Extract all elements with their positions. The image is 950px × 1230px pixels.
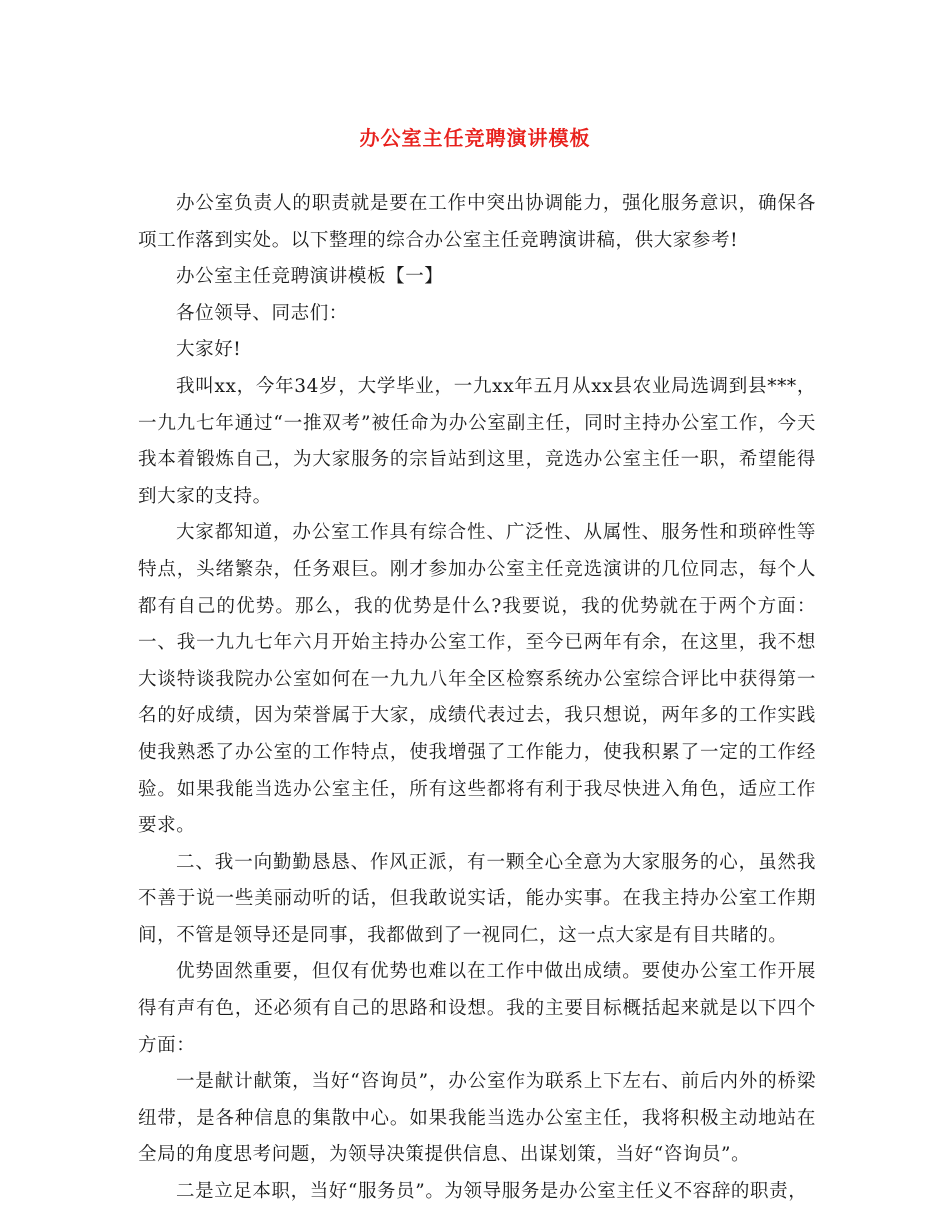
paragraph-advantage-one: 大家都知道，办公室工作具有综合性、广泛性、从属性、服务性和琐碎性等特点，头绪繁杂，任务艰巨。刚才参加办公室主任竞选演讲的几位同志，每个人都有自己的优势。那么，我的优势是什么?我要说，我的优势就在于两个方面：一、我一九九七年六月开始主持办公室工作，至今已两年有余，在这里，我不想大谈特谈我院办公室如何在一九九八年全区检察系统办公室综合评比中获得第一名的好成绩，因为荣誉属于大家，成绩代表过去，我只想说，两年多的工作实践使我熟悉了办公室的工作特点，使我增强了工作能力，使我积累了一定的工作经验。如果我能当选办公室主任，所有这些都将有利于我尽快进入角色，适应工作要求。 [138, 522, 816, 837]
paragraph-goals-intro: 优势固然重要，但仅有优势也难以在工作中做出成绩。要使办公室工作开展得有声有色，还必须有自己的思路和设想。我的主要目标概括起来就是以下四个方面： [138, 961, 816, 1056]
paragraph-goal-two: 二是立足本职，当好“服务员”。为领导服务是办公室主任义不容辞的职责， [176, 1181, 808, 1203]
paragraph-salutation: 各位领导、同志们： [176, 302, 348, 324]
paragraph-greeting: 大家好! [176, 339, 242, 361]
document-body [138, 186, 816, 1211]
paragraph-advantage-two: 二、我一向勤勤恳恳、作风正派，有一颗全心全意为大家服务的心，虽然我不善于说一些美丽动听的话，但我敢说实话，能办实事。在我主持办公室工作期间，不管是领导还是同事，我都做到了一视同仁，这一点大家是有目共睹的。 [138, 851, 816, 946]
paragraph-self-introduction: 我叫xx，今年34岁，大学毕业，一九xx年五月从xx县农业局选调到县***，一九九七年通过“一推双考”被任命为办公室副主任，同时主持办公室工作，今天我本着锻炼自己，为大家服务的宗旨站到这里，竞选办公室主任一职，希望能得到大家的支持。 [138, 375, 816, 507]
paragraph-template-heading: 办公室主任竞聘演讲模板【一】 [176, 266, 444, 288]
paragraph-intro: 办公室负责人的职责就是要在工作中突出协调能力，强化服务意识，确保各项工作落到实处。以下整理的综合办公室主任竞聘演讲稿，供大家参考! [138, 193, 816, 251]
paragraph-goal-one: 一是献计献策，当好“咨询员”，办公室作为联系上下左右、前后内外的桥梁纽带，是各种信息的集散中心。如果我能当选办公室主任，我将积极主动地站在全局的角度思考问题，为领导决策提供信息、出谋划策，当好“咨询员”。 [138, 1071, 816, 1166]
document-title: 办公室主任竞聘演讲模板 [359, 126, 591, 150]
